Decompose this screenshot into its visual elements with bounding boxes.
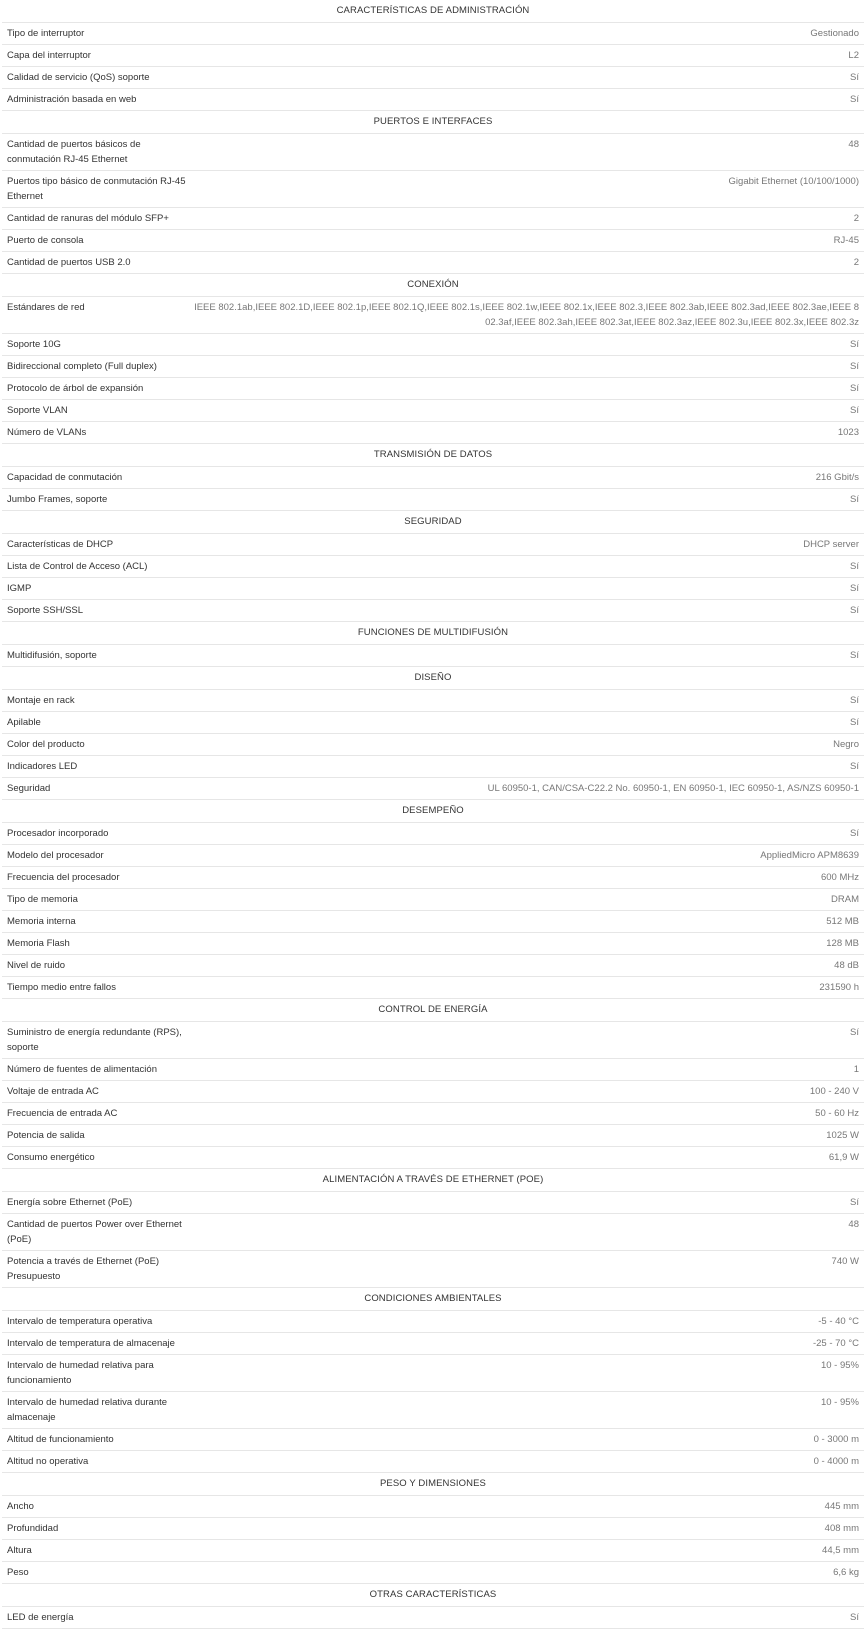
section-header: SEGURIDAD — [2, 511, 864, 534]
spec-row — [2, 1022, 864, 1059]
spec-label: Energía sobre Ethernet (PoE) — [7, 1197, 133, 1208]
spec-label: Características de DHCP — [7, 539, 114, 550]
spec-label: Intervalo de humedad relativa durante almacenaje — [7, 1397, 168, 1423]
spec-value: 600 MHz — [820, 872, 859, 883]
spec-row — [2, 1311, 864, 1333]
spec-value: 408 mm — [824, 1523, 859, 1534]
spec-label: Tipo de memoria — [7, 894, 78, 905]
spec-value: 0 - 4000 m — [813, 1456, 859, 1467]
section-header: ALIMENTACIÓN A TRAVÉS DE ETHERNET (POE) — [2, 1169, 864, 1192]
spec-row — [2, 297, 864, 334]
spec-value: Sí — [850, 828, 859, 839]
spec-value: 61,9 W — [828, 1152, 859, 1163]
spec-value: 48 dB — [834, 960, 859, 971]
spec-label: Estándares de red — [7, 302, 85, 313]
spec-label: Calidad de servicio (QoS) soporte — [7, 72, 150, 83]
spec-value: 512 MB — [826, 916, 859, 927]
spec-label: Potencia de salida — [7, 1130, 85, 1141]
spec-label: Seguridad — [7, 783, 51, 794]
section-header: DESEMPEÑO — [2, 800, 864, 823]
spec-label: Multidifusión, soporte — [7, 650, 97, 661]
spec-label: Puertos tipo básico de conmutación RJ-45 Ethernet — [7, 176, 186, 202]
spec-value: Negro — [833, 739, 859, 750]
spec-value: 10 - 95% — [820, 1397, 859, 1408]
spec-row — [2, 867, 864, 889]
spec-value: Sí — [850, 72, 859, 83]
spec-row — [2, 712, 864, 734]
spec-label: Procesador incorporado — [7, 828, 109, 839]
spec-row — [2, 1496, 864, 1518]
spec-row — [2, 230, 864, 252]
spec-label: Cantidad de ranuras del módulo SFP+ — [7, 213, 169, 224]
spec-value: Sí — [850, 717, 859, 728]
section-header: OTRAS CARACTERÍSTICAS — [2, 1584, 864, 1607]
section-header: CARACTERÍSTICAS DE ADMINISTRACIÓN — [2, 0, 864, 23]
spec-label: Altura — [7, 1545, 32, 1556]
spec-row — [2, 578, 864, 600]
spec-row — [2, 1251, 864, 1288]
spec-row — [2, 208, 864, 230]
spec-value: Sí — [850, 383, 859, 394]
spec-value: 740 W — [831, 1256, 859, 1267]
spec-label: Potencia a través de Ethernet (PoE) Presupuesto — [7, 1256, 160, 1282]
spec-row — [2, 845, 864, 867]
spec-row — [2, 756, 864, 778]
spec-label: Capacidad de conmutación — [7, 472, 123, 483]
section-header: FUNCIONES DE MULTIDIFUSIÓN — [2, 622, 864, 645]
spec-label: Cantidad de puertos básicos de conmutación RJ-45 Ethernet — [7, 139, 141, 165]
spec-value: Sí — [850, 1027, 859, 1038]
spec-label: Número de fuentes de alimentación — [7, 1064, 157, 1075]
spec-value: 48 — [848, 139, 859, 150]
spec-label: Montaje en rack — [7, 695, 75, 706]
spec-row — [2, 1540, 864, 1562]
spec-row — [2, 556, 864, 578]
spec-row — [2, 134, 864, 171]
spec-label: Lista de Control de Acceso (ACL) — [7, 561, 148, 572]
spec-label: Modelo del procesador — [7, 850, 104, 861]
spec-row — [2, 467, 864, 489]
spec-value: -25 - 70 °C — [812, 1338, 859, 1349]
spec-row — [2, 600, 864, 622]
spec-value: IEEE 802.1ab,IEEE 802.1D,IEEE 802.1p,IEEE 802.1Q,IEEE 802.1s,IEEE 802.1w,IEEE 802.1x,IEEE 802.3,IEEE 802.3ab,IEEE 802.3ad,IEEE 802.3ae,IEEE 802.3af,IEEE 802.3ah,IEEE 802.3at,IEEE 802.3az,IEEE 802.3u,IEEE 802.3x,IEEE 802.3z — [194, 302, 859, 328]
spec-row — [2, 1059, 864, 1081]
spec-value: 0 - 3000 m — [813, 1434, 859, 1445]
spec-label: Intervalo de temperatura operativa — [7, 1316, 153, 1327]
spec-label: Puerto de consola — [7, 235, 84, 246]
spec-row — [2, 1451, 864, 1473]
spec-row — [2, 23, 864, 45]
spec-value: Sí — [850, 405, 859, 416]
spec-value: Sí — [850, 761, 859, 772]
spec-label: Tiempo medio entre fallos — [7, 982, 116, 993]
spec-label: Soporte SSH/SSL — [7, 605, 84, 616]
spec-row — [2, 252, 864, 274]
spec-value: 1023 — [837, 427, 859, 438]
spec-row — [2, 45, 864, 67]
spec-label: Soporte 10G — [7, 339, 61, 350]
spec-value: L2 — [848, 50, 859, 61]
section-header: PESO Y DIMENSIONES — [2, 1473, 864, 1496]
spec-value: 2 — [853, 257, 859, 268]
spec-label: Bidireccional completo (Full duplex) — [7, 361, 157, 372]
spec-row — [2, 1147, 864, 1169]
spec-value: Sí — [850, 561, 859, 572]
spec-row — [2, 977, 864, 999]
spec-value: 445 mm — [824, 1501, 859, 1512]
spec-value: Sí — [850, 94, 859, 105]
spec-value: 48 — [848, 1219, 859, 1230]
spec-row — [2, 645, 864, 667]
spec-value: 44,5 mm — [822, 1545, 859, 1556]
spec-row — [2, 356, 864, 378]
spec-label: Cantidad de puertos USB 2.0 — [7, 257, 131, 268]
section-header: TRANSMISIÓN DE DATOS — [2, 444, 864, 467]
spec-row — [2, 1562, 864, 1584]
spec-label: Voltaje de entrada AC — [7, 1086, 99, 1097]
spec-value: -5 - 40 °C — [818, 1316, 859, 1327]
spec-row — [2, 1392, 864, 1429]
spec-label: Apilable — [7, 717, 41, 728]
spec-label: Frecuencia del procesador — [7, 872, 120, 883]
spec-value: Gigabit Ethernet (10/100/1000) — [728, 176, 859, 187]
section-header: CONDICIONES AMBIENTALES — [2, 1288, 864, 1311]
spec-label: Altitud de funcionamiento — [7, 1434, 114, 1445]
spec-value: 2 — [853, 213, 859, 224]
spec-row — [2, 400, 864, 422]
spec-label: Tipo de interruptor — [7, 28, 85, 39]
spec-label: Número de VLANs — [7, 427, 87, 438]
spec-label: Intervalo de humedad relativa para funcionamiento — [7, 1360, 154, 1386]
spec-label: LED de energía — [7, 1612, 74, 1623]
spec-label: Protocolo de árbol de expansión — [7, 383, 144, 394]
section-header: PUERTOS E INTERFACES — [2, 111, 864, 134]
spec-row — [2, 489, 864, 511]
spec-label: Jumbo Frames, soporte — [7, 494, 108, 505]
spec-value: Sí — [850, 605, 859, 616]
spec-row — [2, 378, 864, 400]
spec-value: Sí — [850, 695, 859, 706]
spec-value: 10 - 95% — [820, 1360, 859, 1371]
spec-row — [2, 1214, 864, 1251]
spec-label: Capa del interruptor — [7, 50, 91, 61]
spec-value: 1 — [853, 1064, 859, 1075]
spec-label: Frecuencia de entrada AC — [7, 1108, 118, 1119]
spec-value: Sí — [850, 650, 859, 661]
spec-label: Peso — [7, 1567, 29, 1578]
spec-label: Cantidad de puertos Power over Ethernet (PoE) — [7, 1219, 182, 1245]
spec-row — [2, 1103, 864, 1125]
spec-label: Altitud no operativa — [7, 1456, 89, 1467]
section-header: CONTROL DE ENERGÍA — [2, 999, 864, 1022]
spec-label: Memoria interna — [7, 916, 76, 927]
spec-row — [2, 1081, 864, 1103]
spec-row — [2, 1125, 864, 1147]
spec-row — [2, 1429, 864, 1451]
spec-row — [2, 889, 864, 911]
spec-row — [2, 823, 864, 845]
spec-label: IGMP — [7, 583, 32, 594]
spec-row — [2, 1355, 864, 1392]
spec-row — [2, 422, 864, 444]
spec-label: Nivel de ruido — [7, 960, 66, 971]
spec-label: Suministro de energía redundante (RPS), soporte — [7, 1027, 182, 1053]
spec-value: 231590 h — [819, 982, 859, 993]
spec-row — [2, 933, 864, 955]
section-header: CONEXIÓN — [2, 274, 864, 297]
spec-row — [2, 67, 864, 89]
spec-value: DHCP server — [803, 539, 859, 550]
spec-row — [2, 955, 864, 977]
spec-value: Sí — [850, 1612, 859, 1623]
spec-value: 6,6 kg — [833, 1567, 859, 1578]
spec-label: Consumo energético — [7, 1152, 95, 1163]
spec-value: 216 Gbit/s — [815, 472, 859, 483]
spec-row — [2, 1333, 864, 1355]
spec-row — [2, 171, 864, 208]
spec-value: Gestionado — [810, 28, 859, 39]
spec-value: DRAM — [831, 894, 859, 905]
spec-label: Ancho — [7, 1501, 34, 1512]
spec-value: 50 - 60 Hz — [815, 1108, 859, 1119]
spec-row — [2, 734, 864, 756]
section-header: DISEÑO — [2, 667, 864, 690]
spec-value: RJ-45 — [833, 235, 859, 246]
spec-label: Memoria Flash — [7, 938, 70, 949]
spec-value: 100 - 240 V — [809, 1086, 859, 1097]
spec-label: Profundidad — [7, 1523, 59, 1534]
spec-label: Administración basada en web — [7, 94, 137, 105]
spec-value: 1025 W — [826, 1130, 859, 1141]
spec-value: AppliedMicro APM8639 — [760, 850, 859, 861]
spec-row — [2, 534, 864, 556]
spec-row — [2, 89, 864, 111]
spec-label: Color del producto — [7, 739, 85, 750]
spec-value: 128 MB — [826, 938, 859, 949]
spec-value: Sí — [850, 583, 859, 594]
spec-row — [2, 1518, 864, 1540]
spec-row — [2, 1192, 864, 1214]
spec-value: UL 60950-1, CAN/CSA-C22.2 No. 60950-1, EN 60950-1, IEC 60950-1, AS/NZS 60950-1 — [487, 783, 859, 794]
spec-label: Intervalo de temperatura de almacenaje — [7, 1338, 175, 1349]
spec-value: Sí — [850, 361, 859, 372]
spec-label: Indicadores LED — [7, 761, 78, 772]
spec-label: Soporte VLAN — [7, 405, 68, 416]
spec-value: Sí — [850, 339, 859, 350]
spec-value: Sí — [850, 494, 859, 505]
specifications-table — [2, 0, 864, 1629]
spec-value: Sí — [850, 1197, 859, 1208]
spec-row — [2, 778, 864, 800]
spec-row — [2, 334, 864, 356]
spec-row — [2, 690, 864, 712]
spec-row — [2, 911, 864, 933]
